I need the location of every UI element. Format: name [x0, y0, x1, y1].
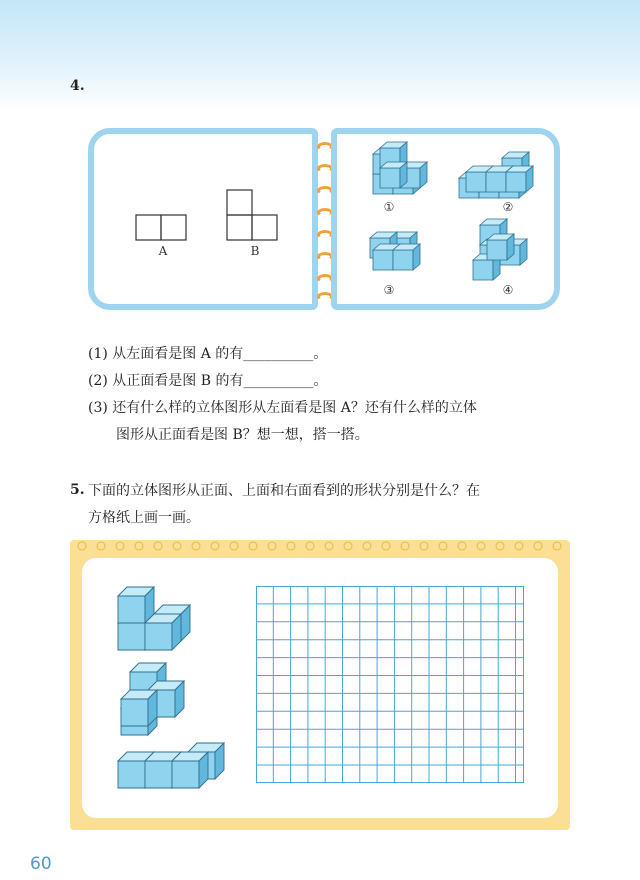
solid-figure-4 [473, 219, 527, 280]
question-4-part-2: (2) 从正面看是图 B 的有__________。 [88, 373, 328, 389]
question-4-part-3-continued: 图形从正面看是图 B？想一想，搭一搭。 [116, 427, 369, 443]
grid-paper [256, 586, 526, 786]
question-4-part-1: (1) 从左面看是图 A 的有__________。 [88, 346, 328, 362]
view-b-label: B [250, 244, 260, 258]
question-4-number: 4. [70, 78, 85, 94]
board-top-scallops [70, 536, 570, 556]
notebook-right-page [331, 128, 560, 310]
figure-3-label: ③ [383, 283, 395, 297]
figure-2-label: ② [502, 200, 514, 214]
figure-4-label: ④ [502, 283, 514, 297]
question-5-number: 5. [70, 482, 85, 498]
question-5-text-line-1: 下面的立体图形从正面、上面和右面看到的形状分别是什么？在 [88, 483, 480, 499]
solid-figure-1 [373, 142, 427, 194]
notebook-left-page [88, 128, 318, 310]
question-5-solid-1 [118, 587, 190, 650]
view-a-drawing [136, 215, 186, 240]
figure-1-label: ① [383, 200, 395, 214]
view-a-label: A [158, 244, 168, 258]
solid-figure-3 [370, 232, 420, 270]
question-4-part-3: (3) 还有什么样的立体图形从左面看是图 A？还有什么样的立体 [88, 400, 477, 416]
page-header-band [0, 0, 640, 110]
notebook-illustration [88, 128, 560, 310]
question-5-solid-3 [118, 743, 224, 788]
question-5-text-line-2: 方格纸上画一画。 [88, 510, 200, 526]
view-drawings [94, 134, 312, 304]
page-number: 60 [30, 854, 52, 874]
question-5-solid-2 [121, 663, 184, 735]
view-b-drawing [227, 190, 277, 240]
solid-figure-2 [459, 152, 533, 198]
solid-figures [337, 134, 554, 304]
